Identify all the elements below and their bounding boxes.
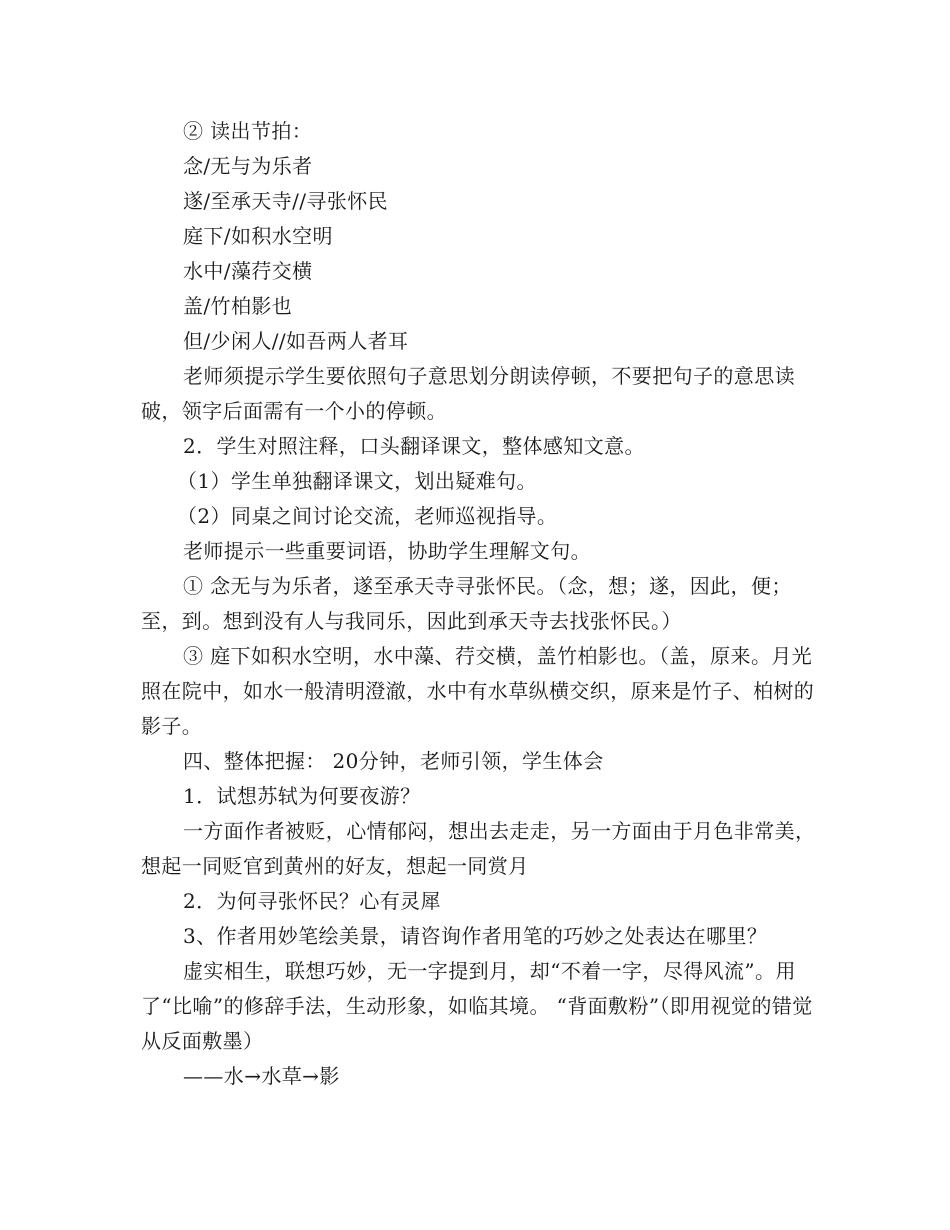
paragraph-rhythm-line-6: 但/少闲人//如吾两人者耳 bbox=[183, 329, 409, 353]
paragraph-step-2-2: （2）同桌之间讨论交流，老师巡视指导。 bbox=[177, 504, 558, 528]
paragraph-read-rhythm-heading: ② 读出节拍： bbox=[183, 119, 313, 143]
paragraph-answer-1: 一方面作者被贬，心情郁闷，想出去走走，另一方面由于月色非常美，想起一同贬官到黄州的好友，想起一同赏月 bbox=[141, 819, 816, 878]
paragraph-question-2: 2．为何寻张怀民？心有灵犀 bbox=[183, 889, 441, 913]
paragraph-rhythm-line-3: 庭下/如积水空明 bbox=[183, 224, 333, 248]
paragraph-rhythm-line-2: 遂/至承天寺//寻张怀民 bbox=[183, 189, 389, 213]
paragraph-rhythm-line-1: 念/无与为乐者 bbox=[183, 154, 313, 178]
document-body bbox=[141, 114, 816, 1094]
paragraph-answer-3: 虚实相生，联想巧妙，无一字提到月，却“不着一字，尽得风流”。用了“比喻”的修辞手法，生动形象，如临其境。 “背面敷粉”（即用视觉的错觉从反面敷墨） bbox=[141, 959, 813, 1053]
paragraph-key-words: 老师提示一些重要词语，协助学生理解文句。 bbox=[183, 539, 591, 563]
paragraph-sentence-3: ③ 庭下如积水空明，水中藻、荇交横，盖竹柏影也。（盖，原来。月光照在院中，如水一般清明澄澈，水中有水草纵横交织，原来是竹子、柏树的影子。 bbox=[141, 644, 815, 738]
paragraph-step-2: 2．学生对照注释，口头翻译课文，整体感知文意。 bbox=[183, 434, 645, 458]
paragraph-section-4-heading: 四、整体把握： 20分钟，老师引领，学生体会 bbox=[183, 749, 604, 773]
paragraph-teacher-note: 老师须提示学生要依照句子意思划分朗读停顿，不要把句子的意思读破，领字后面需有一个小的停顿。 bbox=[141, 364, 795, 423]
paragraph-rhythm-line-5: 盖/竹柏影也 bbox=[183, 294, 293, 318]
paragraph-step-2-1: （1）学生单独翻译课文，划出疑难句。 bbox=[177, 469, 537, 493]
paragraph-sentence-1: ① 念无与为乐者，遂至承天寺寻张怀民。（念，想；遂，因此，便；至，到。想到没有人与我同乐，因此到承天寺去找张怀民。） bbox=[141, 574, 792, 633]
paragraph-sequence: ——水→水草→影 bbox=[183, 1064, 340, 1088]
paragraph-question-3: 3、作者用妙笔绘美景，请咨询作者用笔的巧妙之处表达在哪里？ bbox=[183, 924, 768, 948]
paragraph-question-1: 1．试想苏轼为何要夜游？ bbox=[183, 784, 421, 808]
paragraph-rhythm-line-4: 水中/藻荇交横 bbox=[183, 259, 313, 283]
